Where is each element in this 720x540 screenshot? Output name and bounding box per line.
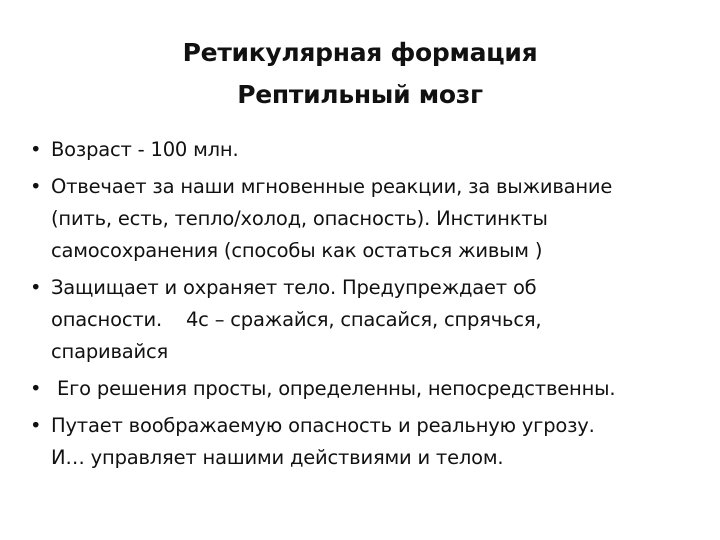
bullet-line: Защищает и охраняет тело. Предупреждает об bbox=[51, 276, 537, 299]
bullet-icon: • bbox=[30, 377, 42, 400]
bullet-text bbox=[51, 134, 702, 166]
bullet-item bbox=[30, 272, 702, 368]
bullet-line: Путает воображаемую опасность и реальную угрозу. bbox=[51, 414, 595, 437]
slide-title bbox=[0, 32, 720, 116]
title-line: Ретикулярная формация bbox=[182, 38, 538, 67]
bullet-item bbox=[30, 410, 702, 474]
bullet-item bbox=[30, 373, 702, 405]
bullet-list bbox=[30, 134, 702, 479]
bullet-line: Отвечает за наши мгновенные реакции, за выживание bbox=[51, 175, 613, 198]
bullet-line: самосохранения (способы как остаться живым ) bbox=[51, 239, 543, 262]
bullet-item bbox=[30, 171, 702, 267]
bullet-text bbox=[51, 171, 702, 267]
bullet-text bbox=[51, 410, 702, 474]
bullet-line: Возраст - 100 млн. bbox=[51, 138, 239, 161]
bullet-line: И… управляет нашими действиями и телом. bbox=[51, 446, 504, 469]
bullet-icon: • bbox=[30, 138, 42, 161]
bullet-line: спаривайся bbox=[51, 340, 169, 363]
bullet-item bbox=[30, 134, 702, 166]
bullet-line: Его решения просты, определенны, непосредственны. bbox=[51, 377, 616, 400]
bullet-icon: • bbox=[30, 414, 42, 437]
bullet-text bbox=[51, 373, 702, 405]
bullet-icon: • bbox=[30, 175, 42, 198]
title-line: Рептильный мозг bbox=[237, 80, 483, 109]
bullet-line: (пить, есть, тепло/холод, опасность). Инстинкты bbox=[51, 207, 548, 230]
bullet-text bbox=[51, 272, 702, 368]
bullet-icon: • bbox=[30, 276, 42, 299]
bullet-line: опасности. 4с – сражайся, спасайся, спрячься, bbox=[51, 308, 542, 331]
